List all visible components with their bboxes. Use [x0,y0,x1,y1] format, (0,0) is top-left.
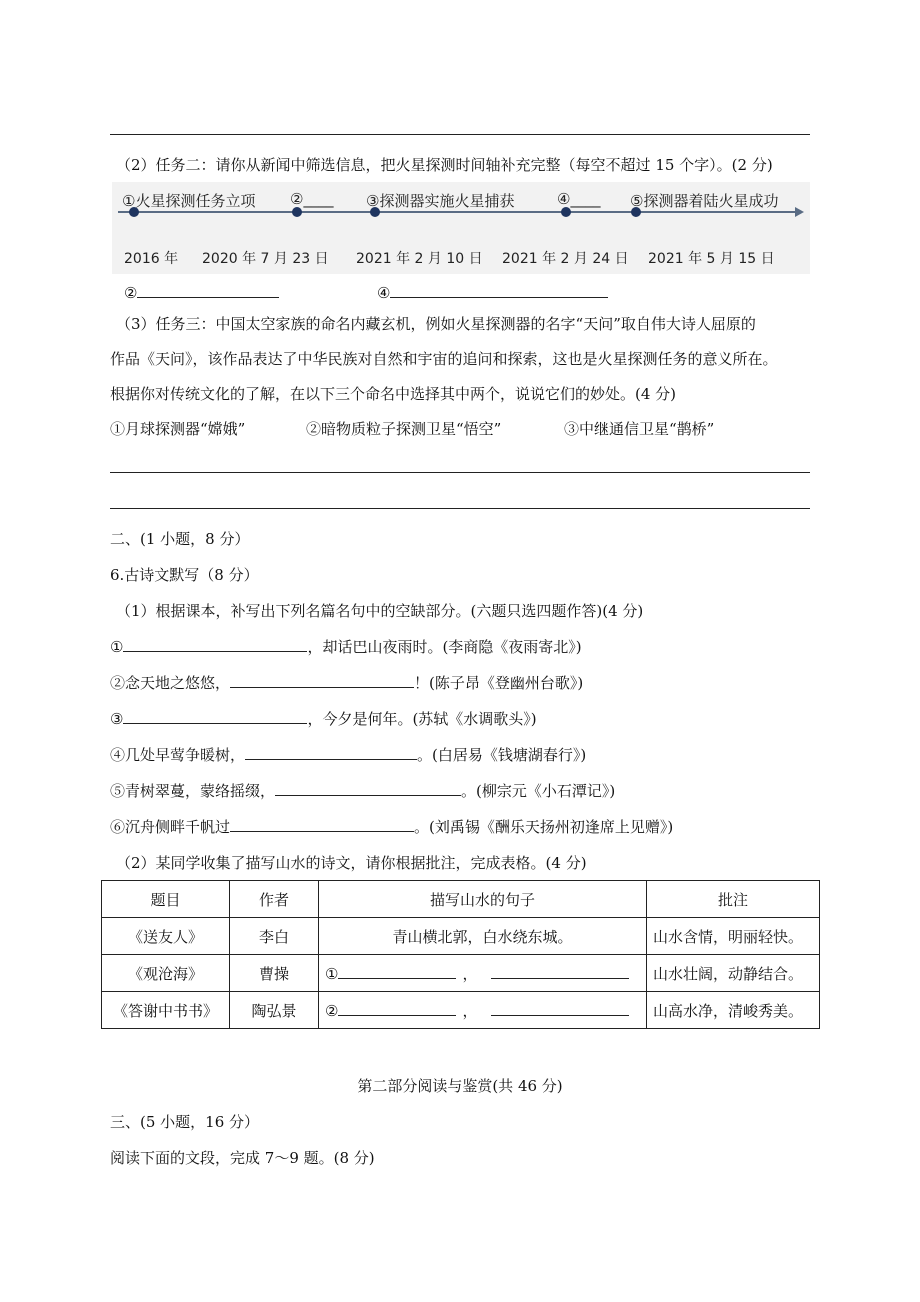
task3-line-2: 作品《天问》，该作品表达了中华民族对自然和宇宙的追问和探索，这也是火星探测任务的意义所在。 [110,350,778,368]
recitation-item [110,816,673,837]
timeline-event: ①火星探测任务立项 [122,192,256,210]
poem-title: 《观沧海》 [102,955,230,992]
item-suffix: 。(柳宗元《小石潭记》) [461,782,616,800]
timeline-event: ⑤探测器着陆火星成功 [630,192,779,210]
poems-table [101,880,820,1029]
table-row [102,918,820,955]
question-6-1-prompt: （1）根据课本，补写出下列名篇名句中的空缺部分。(六题只选四题作答)(4 分) [116,602,644,620]
poem-sentence-cell [319,955,647,992]
item-suffix: 。(刘禹锡《酬乐天扬州初逢席上见赠》) [414,818,674,836]
blank-separator: ， [462,1001,478,1020]
sentence-blank[interactable] [491,1000,629,1016]
task3-option: ①月球探测器“嫦娥” [110,420,246,438]
mars-timeline [112,182,810,274]
recitation-blank[interactable] [230,672,414,688]
timeline-date: 2016 年 [124,251,179,267]
blank-2-label: ② [124,284,138,302]
timeline-dot [561,207,571,217]
recitation-item [110,636,582,657]
item-prefix: ⑤青树翠蔓，蒙络摇缀， [110,782,276,800]
item-suffix: ，今夕是何年。(苏轼《水调歌头》) [307,710,537,728]
item-prefix: ① [110,638,124,656]
section-heading: 三、(5 小题，16 分） [110,1113,260,1131]
blank-4-field[interactable] [390,282,608,298]
item-suffix: ，却话巴山夜雨时。(李商隐《夜雨寄北》) [307,638,582,656]
task3-line-3: 根据你对传统文化的了解，在以下三个命名中选择其中两个，说说它们的妙处。(4 分) [110,385,677,403]
timeline-date: 2021 年 2 月 10 日 [356,251,483,267]
timeline-event: ②____ [290,190,334,208]
timeline-arrow-icon [795,207,804,217]
column-header: 描写山水的句子 [319,881,647,918]
column-header: 批注 [647,881,820,918]
blank-mark: ② [325,1001,339,1020]
blank-4-row [377,282,608,302]
timeline-event: ④____ [557,190,601,208]
blank-mark: ① [325,964,339,983]
recitation-item [110,672,583,693]
item-prefix: ②念天地之悠悠， [110,674,231,692]
timeline-dot [292,207,302,217]
poem-note: 山高水净，清峻秀美。 [647,992,820,1029]
section-heading: 二、(1 小题，8 分） [110,530,250,548]
poem-note: 山水含情，明丽轻快。 [647,918,820,955]
task3-option: ③中继通信卫星“鹊桥” [564,420,715,438]
part-two-title: 第二部分阅读与鉴赏(共 46 分) [357,1077,563,1095]
blank-2-field[interactable] [137,282,279,298]
timeline-axis [118,211,796,213]
task2-prompt: （2）任务二：请你从新闻中筛选信息，把火星探测时间轴补充完整（每空不超过 15 个字）。(2 分) [116,156,773,174]
poem-sentence: 青山横北郭，白水绕东城。 [319,918,647,955]
task3-option: ②暗物质粒子探测卫星“悟空” [306,420,502,438]
recitation-blank[interactable] [123,708,307,724]
blank-4-label: ④ [377,284,391,302]
sentence-blank[interactable] [491,963,629,979]
poem-author: 陶弘景 [230,992,319,1029]
question-6-title: 6.古诗文默写（8 分） [110,566,259,584]
timeline-date: 2021 年 5 月 15 日 [648,251,775,267]
recitation-blank[interactable] [230,816,414,832]
answer-line [110,134,810,135]
poem-author: 曹操 [230,955,319,992]
reading-instruction: 阅读下面的文段，完成 7～9 题。(8 分) [110,1149,375,1167]
table-row [102,955,820,992]
blank-2-row [124,282,279,302]
timeline-event: ③探测器实施火星捕获 [366,192,515,210]
item-prefix: ④几处早莺争暖树， [110,746,246,764]
column-header: 作者 [230,881,319,918]
item-suffix: ！(陈子昂《登幽州台歌》) [414,674,584,692]
item-prefix: ③ [110,710,124,728]
poem-note: 山水壮阔，动静结合。 [647,955,820,992]
sentence-blank[interactable] [338,963,456,979]
recitation-item [110,780,615,801]
question-6-2-prompt: （2）某同学收集了描写山水的诗文，请你根据批注，完成表格。(4 分) [116,854,587,872]
poem-sentence-cell [319,992,647,1029]
poem-title: 《答谢中书书》 [102,992,230,1029]
table-header-row [102,881,820,918]
blank-separator: ， [462,964,478,983]
item-prefix: ⑥沉舟侧畔千帆过 [110,818,231,836]
recitation-item [110,744,586,765]
recitation-blank[interactable] [275,780,461,796]
poem-title: 《送友人》 [102,918,230,955]
recitation-blank[interactable] [123,636,307,652]
recitation-blank[interactable] [245,744,417,760]
sentence-blank[interactable] [338,1000,456,1016]
answer-line[interactable] [110,472,810,473]
item-suffix: 。(白居易《钱塘湖春行》) [417,746,587,764]
timeline-date: 2020 年 7 月 23 日 [202,251,329,267]
recitation-item [110,708,537,729]
answer-line[interactable] [110,508,810,509]
table-row [102,992,820,1029]
column-header: 题目 [102,881,230,918]
task3-line-1: （3）任务三：中国太空家族的命名内藏玄机，例如火星探测器的名字“天问”取自伟大诗人屈原的 [116,315,756,333]
poem-author: 李白 [230,918,319,955]
timeline-date: 2021 年 2 月 24 日 [502,251,629,267]
